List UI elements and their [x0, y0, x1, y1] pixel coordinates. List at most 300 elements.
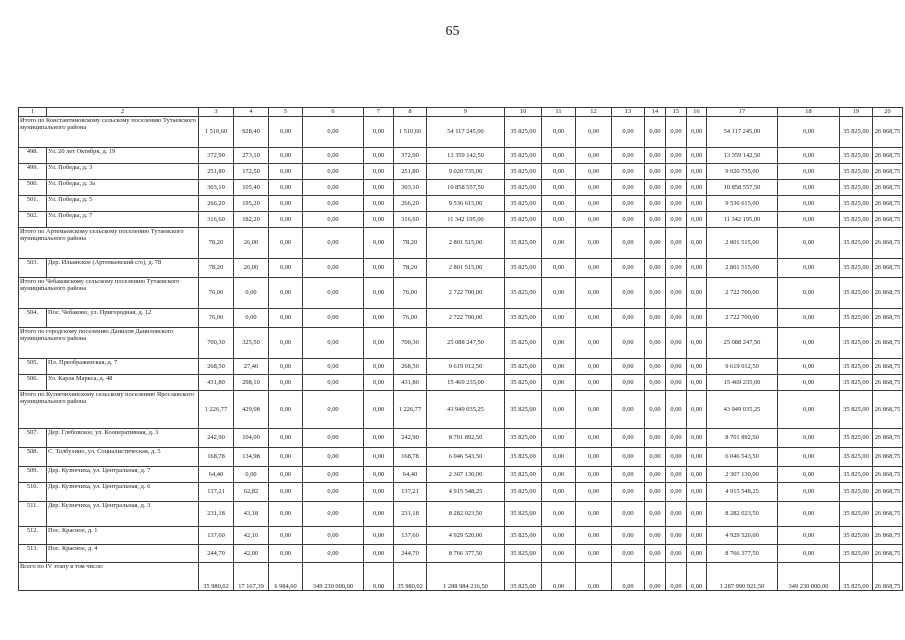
- value-cell: 2 722 700,00: [427, 278, 505, 309]
- value-cell: 105,40: [234, 180, 269, 196]
- value-cell: 42,10: [234, 527, 269, 545]
- value-cell: 0,00: [687, 148, 707, 164]
- column-number: 3: [199, 108, 234, 117]
- value-cell: 35 825,00: [505, 467, 542, 483]
- value-cell: 0,00: [687, 196, 707, 212]
- value-cell: 0,00: [269, 259, 303, 278]
- value-cell: 0,00: [666, 164, 687, 180]
- value-cell: 0,00: [612, 467, 645, 483]
- value-cell: 0,00: [303, 196, 364, 212]
- value-cell: 0,00: [666, 259, 687, 278]
- value-cell: 2 801 515,00: [707, 259, 778, 278]
- value-cell: 0,00: [542, 563, 576, 591]
- value-cell: 0,00: [542, 527, 576, 545]
- value-cell: 8 701 892,50: [427, 429, 505, 448]
- value-cell: 431,80: [394, 375, 427, 391]
- subtotal-row: [19, 328, 903, 359]
- value-cell: 26 868,75: [873, 467, 903, 483]
- value-cell: 78,20: [394, 259, 427, 278]
- row-number: 509.: [19, 467, 47, 483]
- value-cell: 0,00: [612, 429, 645, 448]
- value-cell: 0,00: [576, 545, 612, 563]
- value-cell: 137,60: [394, 527, 427, 545]
- value-cell: 431,80: [199, 375, 234, 391]
- value-cell: 35 825,00: [840, 278, 873, 309]
- value-cell: 35 825,00: [840, 391, 873, 429]
- value-cell: 9 536 615,00: [427, 196, 505, 212]
- value-cell: 0,00: [364, 148, 394, 164]
- value-cell: 0,00: [612, 391, 645, 429]
- value-cell: 0,00: [576, 148, 612, 164]
- row-number: 502.: [19, 212, 47, 228]
- value-cell: 35 825,00: [840, 375, 873, 391]
- value-cell: 35 825,00: [505, 309, 542, 328]
- value-cell: 0,00: [542, 117, 576, 148]
- value-cell: 35 980,02: [199, 563, 234, 591]
- value-cell: 10 858 557,50: [427, 180, 505, 196]
- value-cell: 0,00: [303, 278, 364, 309]
- row-number: 510.: [19, 483, 47, 502]
- address-cell: Дер. Ильинское (Артемьевский с/о), д. 78: [47, 259, 199, 278]
- value-cell: 0,00: [666, 180, 687, 196]
- value-cell: 266,20: [394, 196, 427, 212]
- value-cell: 4 929 520,00: [707, 527, 778, 545]
- column-number: 20: [873, 108, 903, 117]
- value-cell: 0,00: [645, 502, 666, 527]
- value-cell: 0,00: [576, 309, 612, 328]
- value-cell: 0,00: [612, 563, 645, 591]
- value-cell: 0,00: [364, 359, 394, 375]
- value-cell: 0,00: [576, 196, 612, 212]
- value-cell: 700,30: [394, 328, 427, 359]
- value-cell: 0,00: [612, 375, 645, 391]
- value-cell: 35 825,00: [840, 259, 873, 278]
- value-cell: 700,30: [199, 328, 234, 359]
- value-cell: 0,00: [269, 375, 303, 391]
- page-number: 65: [445, 24, 460, 39]
- value-cell: 0,00: [542, 391, 576, 429]
- value-cell: 62,82: [234, 483, 269, 502]
- value-cell: 26 868,75: [873, 429, 903, 448]
- value-cell: 35 825,00: [840, 429, 873, 448]
- value-cell: 9 536 615,00: [707, 196, 778, 212]
- value-cell: 0,00: [269, 228, 303, 259]
- value-cell: 0,00: [666, 148, 687, 164]
- address-cell: Пос. Красное, д. 4: [47, 545, 199, 563]
- value-cell: 0,00: [364, 448, 394, 467]
- value-cell: 0,00: [269, 328, 303, 359]
- value-cell: 8 282 023,50: [427, 502, 505, 527]
- table-row: [19, 429, 903, 448]
- value-cell: 35 825,00: [505, 359, 542, 375]
- value-cell: 0,00: [645, 228, 666, 259]
- value-cell: 137,21: [199, 483, 234, 502]
- value-cell: 1 288 984 216,50: [427, 563, 505, 591]
- column-number: 5: [269, 108, 303, 117]
- value-cell: 0,00: [645, 483, 666, 502]
- value-cell: 35 825,00: [840, 545, 873, 563]
- value-cell: 0,00: [778, 359, 840, 375]
- value-cell: 0,00: [576, 228, 612, 259]
- value-cell: 17 167,39: [234, 563, 269, 591]
- address-cell: Ул. 20 лет Октября, д. 19: [47, 148, 199, 164]
- value-cell: 0,00: [645, 527, 666, 545]
- value-cell: 35 825,00: [505, 545, 542, 563]
- value-cell: 35 825,00: [505, 527, 542, 545]
- value-cell: 0,00: [269, 467, 303, 483]
- row-number: 507.: [19, 429, 47, 448]
- value-cell: 0,00: [303, 180, 364, 196]
- value-cell: 0,00: [778, 483, 840, 502]
- value-cell: 0,00: [687, 391, 707, 429]
- value-cell: 298,10: [234, 375, 269, 391]
- value-cell: 0,00: [364, 164, 394, 180]
- value-cell: 11 342 195,00: [707, 212, 778, 228]
- value-cell: 0,00: [234, 278, 269, 309]
- value-cell: 0,00: [645, 196, 666, 212]
- address-cell: Дер. Кузнечиха, ул. Центральная, д. 3: [47, 502, 199, 527]
- value-cell: 168,78: [199, 448, 234, 467]
- value-cell: 0,00: [542, 278, 576, 309]
- value-cell: 54 117 245,00: [707, 117, 778, 148]
- value-cell: 35 825,00: [505, 391, 542, 429]
- value-cell: 1 510,60: [394, 117, 427, 148]
- value-cell: 0,00: [269, 545, 303, 563]
- address-cell: Дер. Глебовское, ул. Кооперативная, д. 3: [47, 429, 199, 448]
- value-cell: 35 825,00: [840, 467, 873, 483]
- grand-total-row: [19, 563, 903, 591]
- value-cell: 0,00: [542, 359, 576, 375]
- row-number: 505.: [19, 359, 47, 375]
- value-cell: 0,00: [687, 375, 707, 391]
- table-row: [19, 545, 903, 563]
- value-cell: 0,00: [778, 117, 840, 148]
- value-cell: 0,00: [645, 359, 666, 375]
- value-cell: 35 825,00: [840, 359, 873, 375]
- value-cell: 0,00: [303, 309, 364, 328]
- value-cell: 0,00: [612, 180, 645, 196]
- value-cell: 0,00: [269, 117, 303, 148]
- row-number: 501.: [19, 196, 47, 212]
- table-row: [19, 259, 903, 278]
- value-cell: 0,00: [364, 278, 394, 309]
- value-cell: 0,00: [666, 448, 687, 467]
- value-cell: 242,90: [199, 429, 234, 448]
- subtotal-label: Итого по Константиновскому сельскому поселению Тутаевского муниципального района: [19, 117, 199, 148]
- value-cell: 195,20: [234, 196, 269, 212]
- value-cell: 0,00: [364, 375, 394, 391]
- address-cell: Ул. Карла Маркса, д. 48: [47, 375, 199, 391]
- column-number: 9: [427, 108, 505, 117]
- value-cell: 35 825,00: [840, 563, 873, 591]
- value-cell: 0,00: [303, 375, 364, 391]
- value-cell: 0,00: [666, 563, 687, 591]
- column-number: 19: [840, 108, 873, 117]
- value-cell: 35 825,00: [840, 527, 873, 545]
- value-cell: 0,00: [687, 259, 707, 278]
- value-cell: 0,00: [364, 328, 394, 359]
- value-cell: 0,00: [269, 391, 303, 429]
- value-cell: 0,00: [778, 278, 840, 309]
- value-cell: 0,00: [612, 527, 645, 545]
- value-cell: 0,00: [234, 467, 269, 483]
- value-cell: 0,00: [778, 196, 840, 212]
- subtotal-row: [19, 117, 903, 148]
- value-cell: 78,20: [394, 228, 427, 259]
- value-cell: 78,20: [199, 228, 234, 259]
- value-cell: 0,00: [542, 228, 576, 259]
- value-cell: 0,00: [576, 164, 612, 180]
- value-cell: 266,20: [199, 196, 234, 212]
- value-cell: 35 825,00: [840, 448, 873, 467]
- value-cell: 0,00: [612, 448, 645, 467]
- value-cell: 0,00: [666, 502, 687, 527]
- column-number-row: [19, 108, 903, 117]
- subtotal-label: Итого по Артемьевскому сельскому поселению Тутаевского муниципального района: [19, 228, 199, 259]
- column-number: 12: [576, 108, 612, 117]
- value-cell: 316,60: [199, 212, 234, 228]
- value-cell: 0,00: [778, 259, 840, 278]
- value-cell: 1 226,77: [394, 391, 427, 429]
- value-cell: 0,00: [576, 212, 612, 228]
- value-cell: 35 825,00: [505, 180, 542, 196]
- table-row: [19, 448, 903, 467]
- address-cell: Ул. Победы, д. 3а: [47, 180, 199, 196]
- value-cell: 0,00: [778, 448, 840, 467]
- value-cell: 8 766 377,50: [427, 545, 505, 563]
- value-cell: 0,00: [364, 483, 394, 502]
- value-cell: 26 868,75: [873, 375, 903, 391]
- value-cell: 0,00: [687, 164, 707, 180]
- value-cell: 168,78: [394, 448, 427, 467]
- value-cell: 26 868,75: [873, 196, 903, 212]
- value-cell: 0,00: [666, 527, 687, 545]
- value-cell: 0,00: [645, 545, 666, 563]
- value-cell: 35 825,00: [505, 212, 542, 228]
- value-cell: 0,00: [542, 502, 576, 527]
- value-cell: 0,00: [687, 483, 707, 502]
- value-cell: 26 868,75: [873, 448, 903, 467]
- value-cell: 0,00: [778, 375, 840, 391]
- value-cell: 0,00: [576, 467, 612, 483]
- value-cell: 0,00: [778, 164, 840, 180]
- value-cell: 0,00: [666, 429, 687, 448]
- value-cell: 1 287 990 921,50: [707, 563, 778, 591]
- subtotal-label: Итого по городскому поселению Данилов Даниловского муниципального района: [19, 328, 199, 359]
- value-cell: 0,00: [269, 527, 303, 545]
- value-cell: 0,00: [687, 228, 707, 259]
- value-cell: 0,00: [269, 448, 303, 467]
- value-cell: 0,00: [269, 148, 303, 164]
- value-cell: 26 868,75: [873, 527, 903, 545]
- value-cell: 0,00: [778, 429, 840, 448]
- value-cell: 25 088 247,50: [707, 328, 778, 359]
- column-number: 11: [542, 108, 576, 117]
- value-cell: 2 801 515,00: [707, 228, 778, 259]
- value-cell: 0,00: [778, 309, 840, 328]
- value-cell: 0,00: [576, 375, 612, 391]
- address-cell: Ул. Победы, д. 7: [47, 212, 199, 228]
- value-cell: 11 342 195,00: [427, 212, 505, 228]
- column-number: 13: [612, 108, 645, 117]
- value-cell: 0,00: [303, 148, 364, 164]
- value-cell: 26 868,75: [873, 502, 903, 527]
- value-cell: 0,00: [645, 212, 666, 228]
- row-number: 513.: [19, 545, 47, 563]
- value-cell: 0,00: [364, 502, 394, 527]
- value-cell: 15 469 235,00: [427, 375, 505, 391]
- value-cell: 2 722 700,00: [707, 309, 778, 328]
- value-cell: 0,00: [303, 448, 364, 467]
- value-cell: 0,00: [666, 391, 687, 429]
- value-cell: 303,10: [199, 180, 234, 196]
- value-cell: 242,90: [394, 429, 427, 448]
- value-cell: 78,20: [199, 259, 234, 278]
- value-cell: 26 868,75: [873, 359, 903, 375]
- value-cell: 0,00: [303, 228, 364, 259]
- value-cell: 0,00: [576, 483, 612, 502]
- row-number: 511.: [19, 502, 47, 527]
- address-cell: С. Толбухино, ул. Социалистическая, д. 5: [47, 448, 199, 467]
- value-cell: 0,00: [778, 228, 840, 259]
- value-cell: 0,00: [364, 309, 394, 328]
- value-cell: 13 359 142,50: [427, 148, 505, 164]
- value-cell: 0,00: [364, 196, 394, 212]
- value-cell: 0,00: [269, 483, 303, 502]
- value-cell: 928,40: [234, 117, 269, 148]
- value-cell: 0,00: [666, 278, 687, 309]
- value-cell: 316,60: [394, 212, 427, 228]
- value-cell: 35 825,00: [505, 259, 542, 278]
- value-cell: 349 230 000,00: [303, 563, 364, 591]
- value-cell: 0,00: [687, 309, 707, 328]
- row-number: 498.: [19, 148, 47, 164]
- value-cell: 0,00: [542, 483, 576, 502]
- value-cell: 0,00: [612, 228, 645, 259]
- value-cell: 0,00: [234, 309, 269, 328]
- value-cell: 35 825,00: [840, 502, 873, 527]
- value-cell: 0,00: [269, 429, 303, 448]
- value-cell: 0,00: [576, 563, 612, 591]
- row-number: 508.: [19, 448, 47, 467]
- value-cell: 0,00: [666, 375, 687, 391]
- value-cell: 251,80: [199, 164, 234, 180]
- value-cell: 0,00: [542, 429, 576, 448]
- value-cell: 26,00: [234, 259, 269, 278]
- address-cell: Ул. Победы, д. 5: [47, 196, 199, 212]
- value-cell: 2 801 515,00: [427, 259, 505, 278]
- value-cell: 0,00: [364, 527, 394, 545]
- value-cell: 2 722 700,00: [707, 278, 778, 309]
- value-cell: 13 359 142,50: [707, 148, 778, 164]
- value-cell: 4 915 548,25: [707, 483, 778, 502]
- value-cell: 26 868,75: [873, 391, 903, 429]
- value-cell: 0,00: [576, 259, 612, 278]
- value-cell: 0,00: [666, 328, 687, 359]
- value-cell: 0,00: [542, 196, 576, 212]
- value-cell: 0,00: [269, 164, 303, 180]
- value-cell: 0,00: [303, 391, 364, 429]
- value-cell: 0,00: [364, 212, 394, 228]
- value-cell: 64,40: [394, 467, 427, 483]
- subtotal-label: Итого по Чебаковскому сельскому поселению Тутаевского муниципального района: [19, 278, 199, 309]
- column-number: 17: [707, 108, 778, 117]
- row-number: 504.: [19, 309, 47, 328]
- value-cell: 0,00: [364, 545, 394, 563]
- value-cell: 35 825,00: [505, 164, 542, 180]
- value-cell: 35 825,00: [840, 212, 873, 228]
- value-cell: 8 766 377,50: [707, 545, 778, 563]
- value-cell: 76,00: [394, 309, 427, 328]
- value-cell: 244,70: [199, 545, 234, 563]
- value-cell: 172,50: [234, 164, 269, 180]
- value-cell: 0,00: [612, 148, 645, 164]
- value-cell: 27,40: [234, 359, 269, 375]
- column-number: 14: [645, 108, 666, 117]
- value-cell: 0,00: [542, 467, 576, 483]
- value-cell: 0,00: [666, 212, 687, 228]
- table-row: [19, 164, 903, 180]
- value-cell: 0,00: [687, 359, 707, 375]
- table-row: [19, 309, 903, 328]
- value-cell: 26 868,75: [873, 180, 903, 196]
- value-cell: 137,21: [394, 483, 427, 502]
- value-cell: 26 868,75: [873, 309, 903, 328]
- row-number: 499.: [19, 164, 47, 180]
- table-row: [19, 483, 903, 502]
- address-cell: Дер. Кузнечиха, ул. Центральная, д. 6: [47, 483, 199, 502]
- value-cell: 0,00: [645, 148, 666, 164]
- column-number: 10: [505, 108, 542, 117]
- value-cell: 0,00: [645, 164, 666, 180]
- value-cell: 0,00: [364, 228, 394, 259]
- value-cell: 0,00: [542, 259, 576, 278]
- value-cell: 0,00: [645, 391, 666, 429]
- value-cell: 0,00: [687, 545, 707, 563]
- value-cell: 0,00: [269, 359, 303, 375]
- register-table: [18, 107, 903, 591]
- value-cell: 231,18: [394, 502, 427, 527]
- value-cell: 0,00: [364, 467, 394, 483]
- value-cell: 0,00: [687, 502, 707, 527]
- value-cell: 9 020 735,00: [707, 164, 778, 180]
- value-cell: 0,00: [303, 467, 364, 483]
- row-number: 512.: [19, 527, 47, 545]
- value-cell: 0,00: [269, 278, 303, 309]
- value-cell: 0,00: [612, 117, 645, 148]
- value-cell: 0,00: [542, 212, 576, 228]
- value-cell: 0,00: [778, 148, 840, 164]
- value-cell: 0,00: [687, 563, 707, 591]
- value-cell: 6 046 543,50: [427, 448, 505, 467]
- value-cell: 0,00: [612, 483, 645, 502]
- value-cell: 35 980,02: [394, 563, 427, 591]
- value-cell: 35 825,00: [505, 483, 542, 502]
- value-cell: 0,00: [303, 212, 364, 228]
- value-cell: 35 825,00: [505, 148, 542, 164]
- value-cell: 0,00: [303, 117, 364, 148]
- address-cell: Пл. Преображенская, д. 7: [47, 359, 199, 375]
- value-cell: 0,00: [666, 309, 687, 328]
- value-cell: 35 825,00: [505, 448, 542, 467]
- value-cell: 0,00: [364, 563, 394, 591]
- value-cell: 0,00: [778, 502, 840, 527]
- value-cell: 0,00: [687, 448, 707, 467]
- table-body: [19, 108, 903, 591]
- value-cell: 0,00: [303, 545, 364, 563]
- value-cell: 0,00: [364, 117, 394, 148]
- value-cell: 35 825,00: [840, 164, 873, 180]
